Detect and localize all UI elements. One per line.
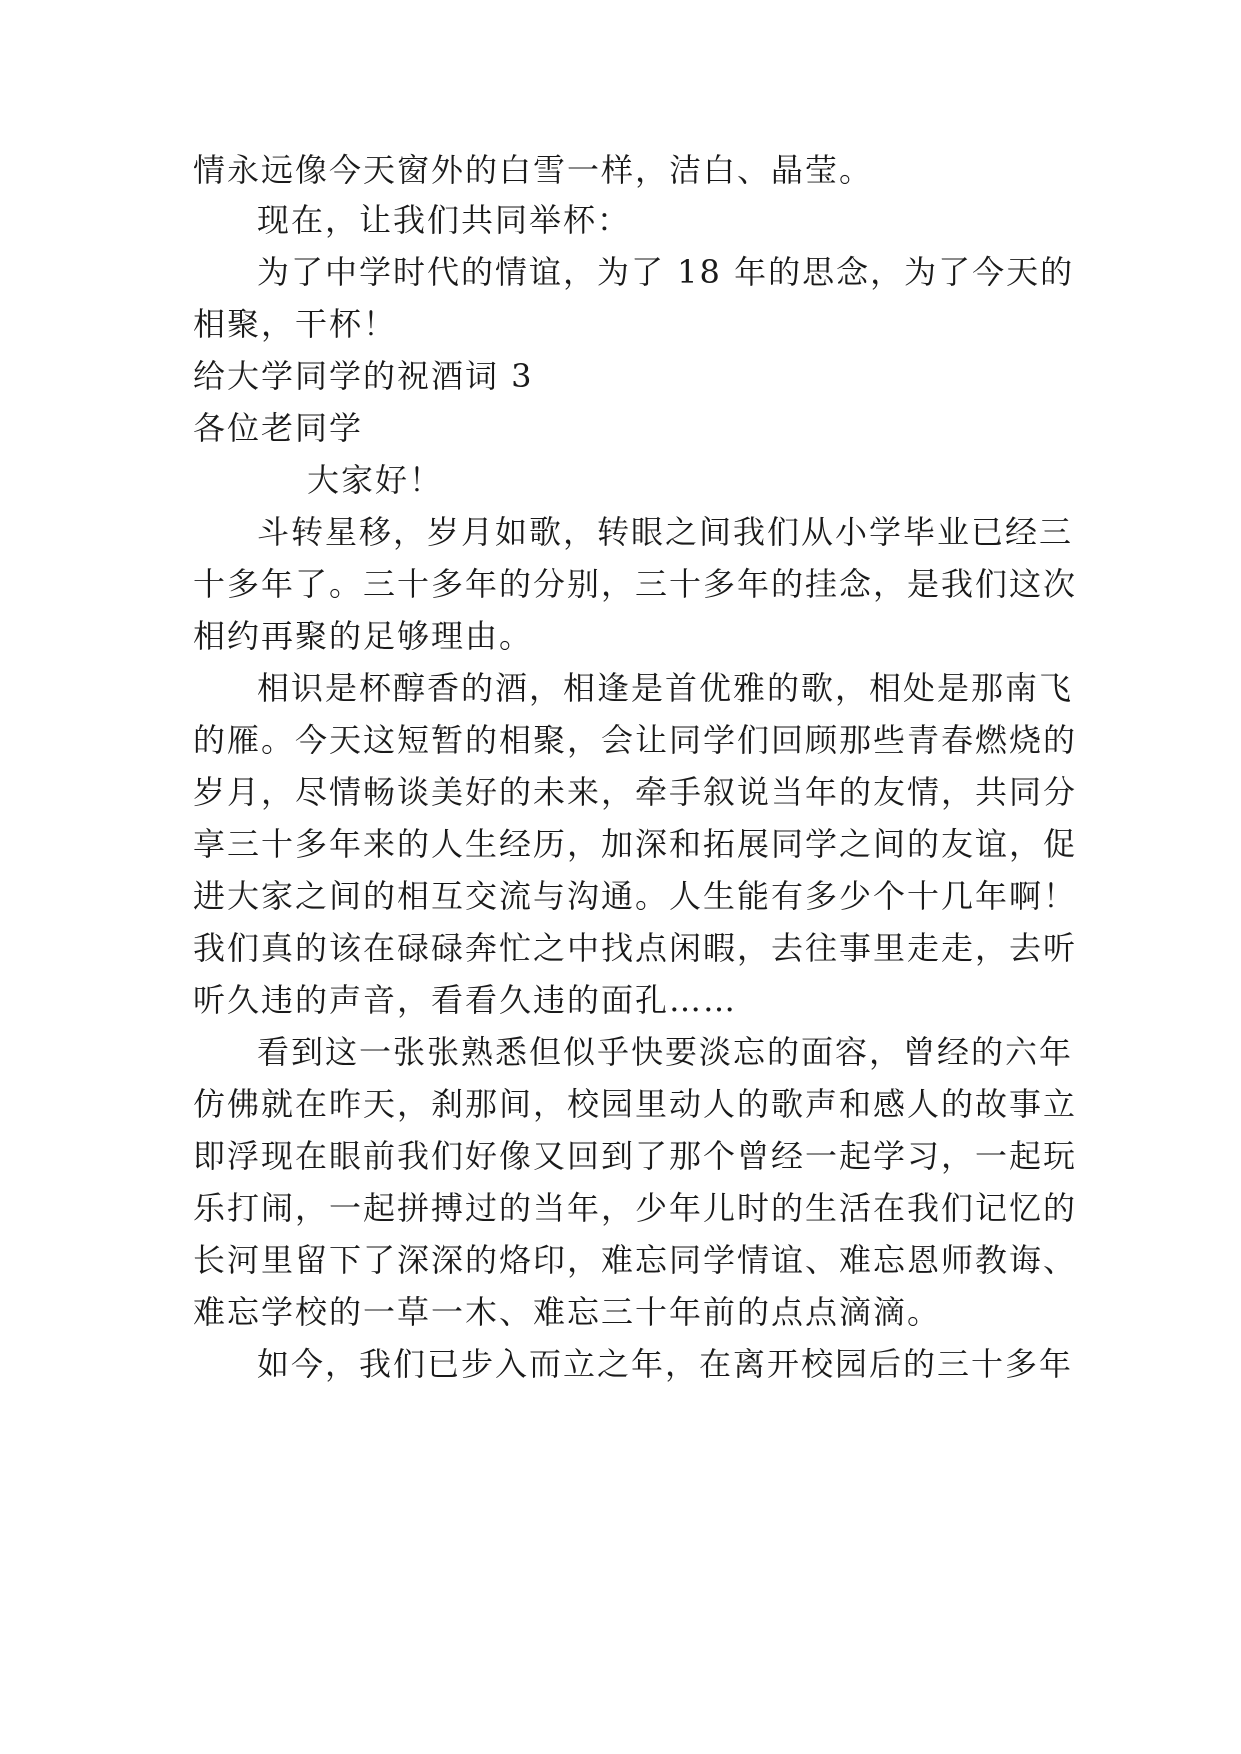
text-line: 长河里留下了深深的烙印，难忘同学情谊、难忘恩师教诲、 [193, 1241, 1078, 1279]
text-line: 相聚，干杯！ [193, 305, 398, 343]
text-line: 听久违的声音，看看久违的面孔…… [193, 981, 738, 1019]
text-line: 难忘学校的一草一木、难忘三十年前的点点滴滴。 [193, 1293, 942, 1331]
greeting: 大家好！ [307, 461, 444, 499]
text-line: 斗转星移，岁月如歌，转眼之间我们从小学毕业已经三 [257, 513, 1074, 551]
text-line: 为了中学时代的情谊，为了 18 年的思念，为了今天的 [257, 253, 1075, 291]
text-line: 如今，我们已步入而立之年，在离开校园后的三十多年 [257, 1345, 1074, 1383]
text-line: 情永远像今天窗外的白雪一样，洁白、晶莹。 [193, 151, 874, 189]
text-line: 仿佛就在昨天，刹那间，校园里动人的歌声和感人的故事立 [193, 1085, 1078, 1123]
text-line: 岁月，尽情畅谈美好的未来，牵手叙说当年的友情，共同分 [193, 773, 1078, 811]
text-line: 相约再聚的足够理由。 [193, 617, 534, 655]
text-line: 乐打闹，一起拼搏过的当年，少年儿时的生活在我们记忆的 [193, 1189, 1078, 1227]
text-line: 的雁。今天这短暂的相聚，会让同学们回顾那些青春燃烧的 [193, 721, 1078, 759]
text-line: 享三十多年来的人生经历，加深和拓展同学之间的友谊，促 [193, 825, 1078, 863]
text-line: 看到这一张张熟悉但似乎快要淡忘的面容，曾经的六年 [257, 1033, 1074, 1071]
text-line: 进大家之间的相互交流与沟通。人生能有多少个十几年啊！ [193, 877, 1078, 915]
text-line: 现在，让我们共同举杯： [257, 201, 632, 239]
section-heading: 给大学同学的祝酒词 3 [193, 357, 534, 395]
text-line: 即浮现在眼前我们好像又回到了那个曾经一起学习，一起玩 [193, 1137, 1078, 1175]
text-line: 相识是杯醇香的酒，相逢是首优雅的歌，相处是那南飞 [257, 669, 1074, 707]
text-line: 我们真的该在碌碌奔忙之中找点闲暇，去往事里走走，去听 [193, 929, 1078, 967]
salutation: 各位老同学 [193, 409, 364, 447]
text-line: 十多年了。三十多年的分别，三十多年的挂念，是我们这次 [193, 565, 1078, 603]
